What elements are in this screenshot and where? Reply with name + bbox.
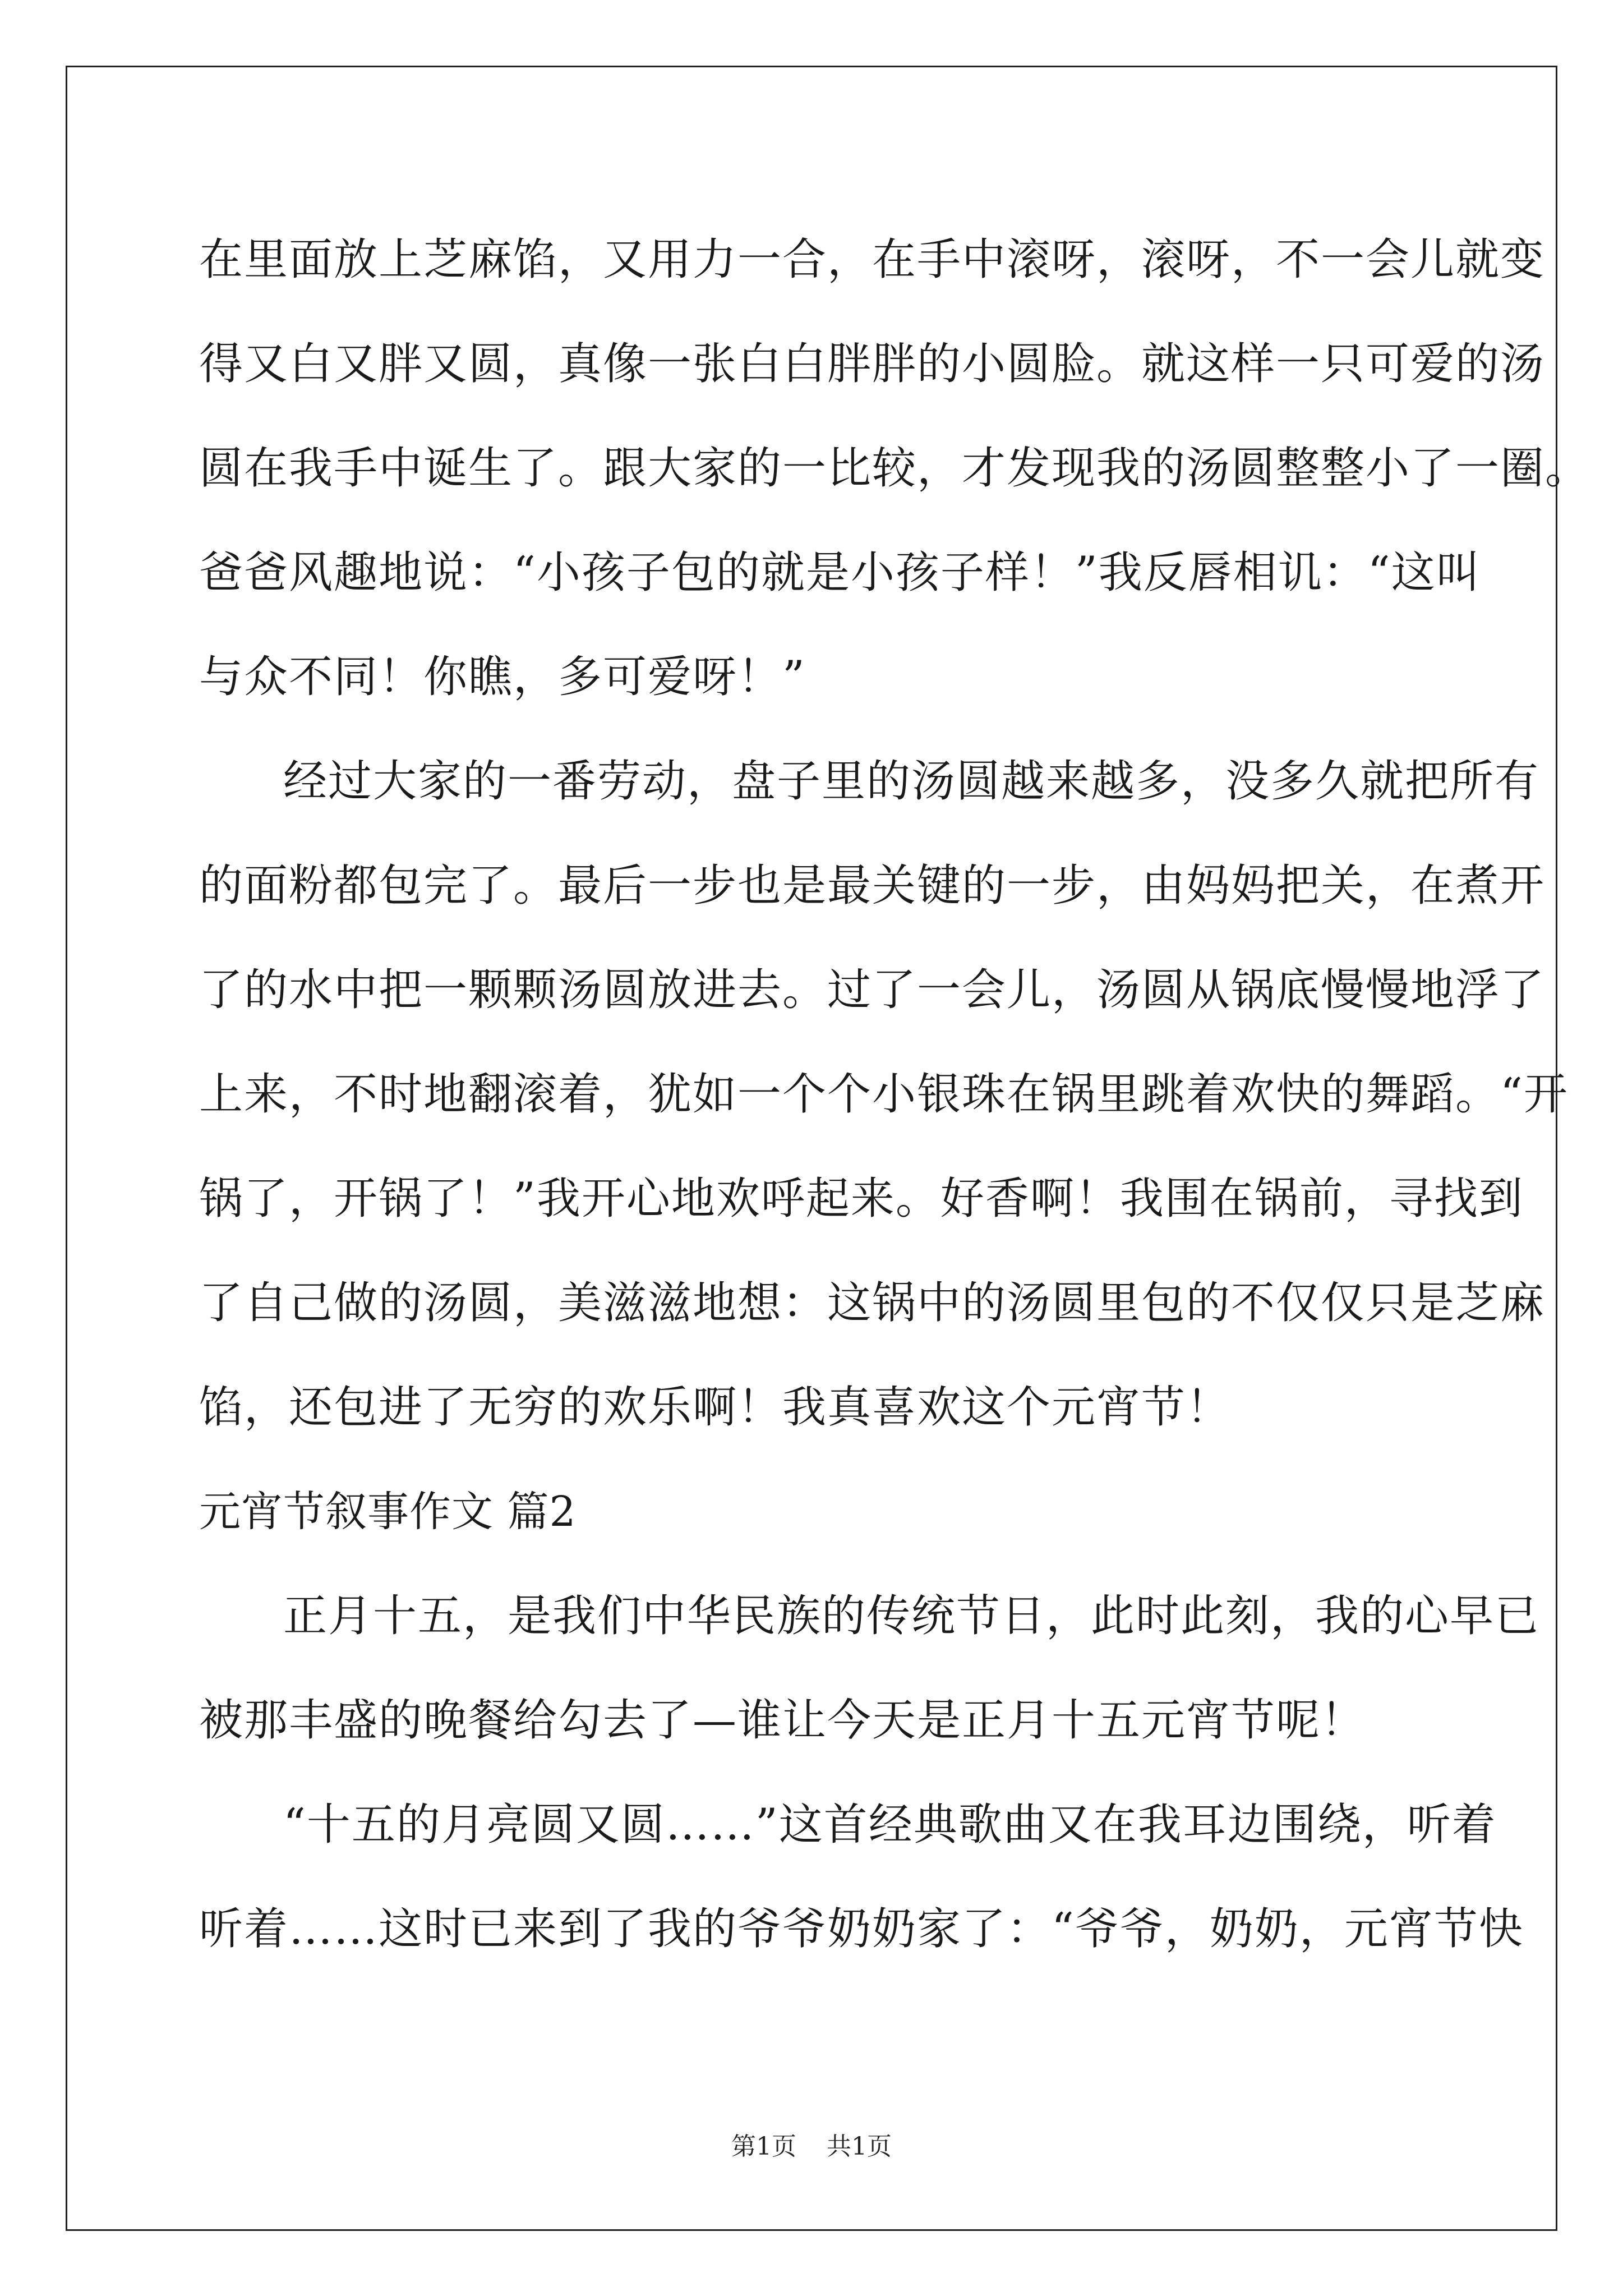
text-line: 了自己做的汤圆，美滋滋地想：这锅中的汤圆里包的不仅仅只是芝麻 bbox=[199, 1278, 1546, 1328]
paragraph-first-line: “十五的月亮圆又圆……”这首经典歌曲又在我耳边围绕，听着 bbox=[283, 1800, 1497, 1850]
text-line: 上来，不时地翻滚着，犹如一个个小银珠在锅里跳着欢快的舞蹈。“开 bbox=[199, 1069, 1569, 1120]
text-line: 爸爸风趣地说：“小孩子包的就是小孩子样！”我反唇相讥：“这叫 bbox=[199, 547, 1481, 598]
text-line: 听着……这时已来到了我的爷爷奶奶家了：“爷爷，奶奶，元宵节快 bbox=[199, 1904, 1524, 1954]
paragraph-first-line: 经过大家的一番劳动，盘子里的汤圆越来越多，没多久就把所有 bbox=[283, 756, 1540, 807]
text-line: 被那丰盛的晚餐给勾去了—谁让今天是正月十五元宵节呢！ bbox=[199, 1695, 1366, 1746]
text-line: 圆在我手中诞生了。跟大家的一比较，才发现我的汤圆整整小了一圈。 bbox=[199, 443, 1590, 494]
text-line: 得又白又胖又圆，真像一张白白胖胖的小圆脸。就这样一只可爱的汤 bbox=[199, 339, 1546, 389]
page-footer bbox=[0, 2126, 1623, 2162]
text-line: 了的水中把一颗颗汤圆放进去。过了一会儿，汤圆从锅底慢慢地浮了 bbox=[199, 965, 1546, 1015]
page-total: 共1页 bbox=[827, 2132, 892, 2161]
text-line: 的面粉都包完了。最后一步也是最关键的一步，由妈妈把关，在煮开 bbox=[199, 861, 1546, 911]
text-line: 与众不同！你瞧，多可爱呀！” bbox=[199, 652, 806, 702]
paragraph-first-line: 正月十五，是我们中华民族的传统节日，此时此刻，我的心早已 bbox=[283, 1591, 1540, 1641]
text-line: 锅了，开锅了！”我开心地欢呼起来。好香啊！我围在锅前，寻找到 bbox=[199, 1174, 1524, 1224]
document-body bbox=[199, 208, 1590, 1981]
page-number: 第1页 bbox=[731, 2132, 796, 2161]
section-heading: 元宵节叙事作文 篇2 bbox=[199, 1488, 577, 1536]
text-line: 馅，还包进了无穷的欢乐啊！我真喜欢这个元宵节！ bbox=[199, 1382, 1232, 1433]
text-line: 在里面放上芝麻馅，又用力一合，在手中滚呀，滚呀，不一会儿就变 bbox=[199, 234, 1546, 285]
